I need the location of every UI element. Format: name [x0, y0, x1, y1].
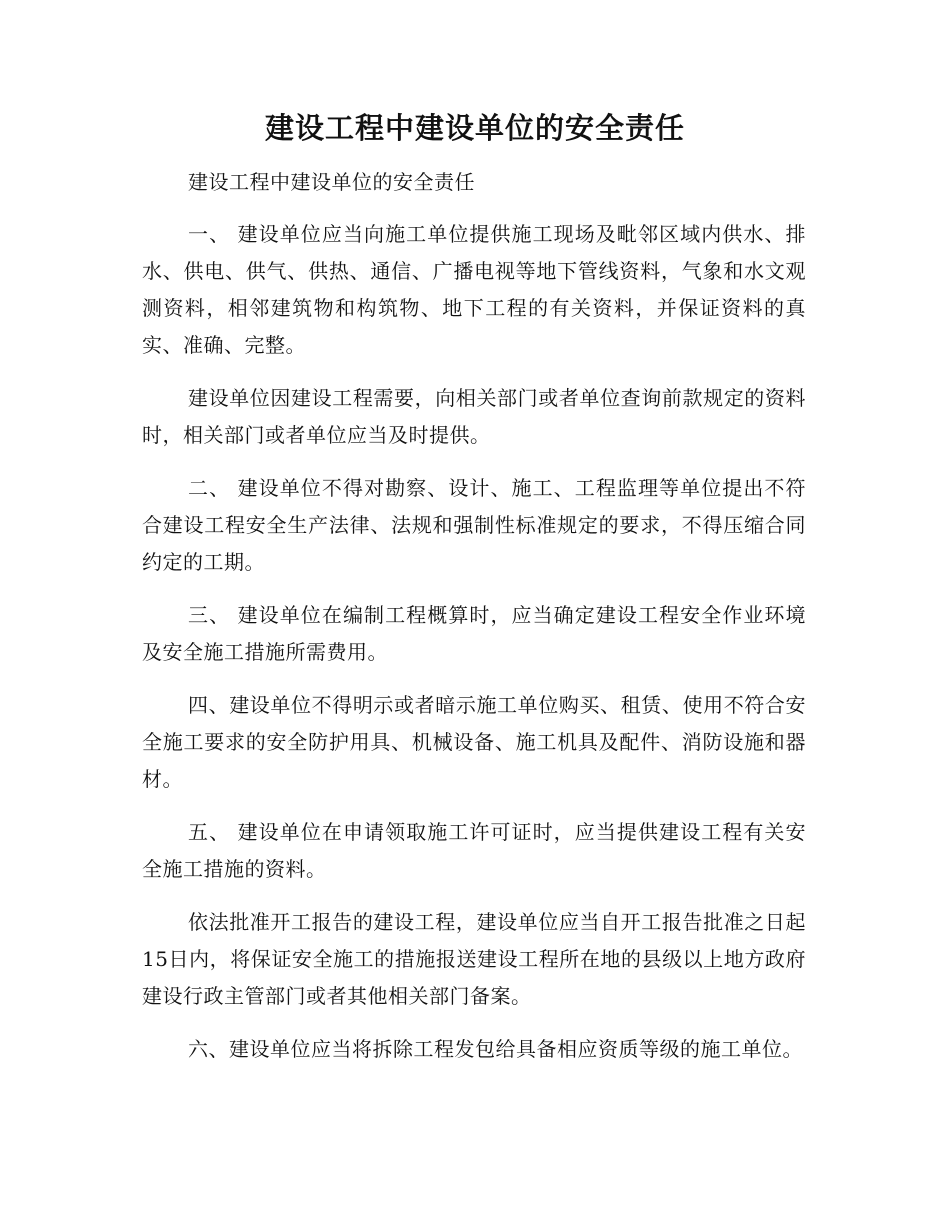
document-subtitle: 建设工程中建设单位的安全责任 [188, 170, 475, 194]
paragraph-6: 五、 建设单位在申请领取施工许可证时，应当提供建设工程有关安全施工措施的资料。 [142, 820, 806, 881]
document-body [142, 164, 806, 1084]
paragraph-3: 二、 建设单位不得对勘察、设计、施工、工程监理等单位提出不符合建设工程安全生产法律、法规和强制性标准规定的要求，不得压缩合同约定的工期。 [142, 476, 806, 574]
document-title: 建设工程中建设单位的安全责任 [264, 111, 685, 145]
paragraph-1: 一、 建设单位应当向施工单位提供施工现场及毗邻区域内供水、排水、供电、供气、供热、通信、广播电视等地下管线资料，气象和水文观测资料，相邻建筑物和构筑物、地下工程的有关资料，并保证资料的真实、准确、完整。 [142, 222, 806, 357]
paragraph-5: 四、建设单位不得明示或者暗示施工单位购买、租赁、使用不符合安全施工要求的安全防护用具、机械设备、施工机具及配件、消防设施和器材。 [142, 693, 806, 791]
paragraph-4: 三、 建设单位在编制工程概算时，应当确定建设工程安全作业环境及安全施工措施所需费用。 [142, 603, 806, 664]
paragraph-8: 六、建设单位应当将拆除工程发包给具备相应资质等级的施工单位。 [188, 1037, 803, 1061]
paragraph-2: 建设单位因建设工程需要，向相关部门或者单位查询前款规定的资料时，相关部门或者单位应当及时提供。 [142, 386, 806, 447]
paragraph-7: 依法批准开工报告的建设工程，建设单位应当自开工报告批准之日起15日内，将保证安全施工的措施报送建设工程所在地的县级以上地方政府建设行政主管部门或者其他相关部门备案。 [142, 910, 806, 1008]
